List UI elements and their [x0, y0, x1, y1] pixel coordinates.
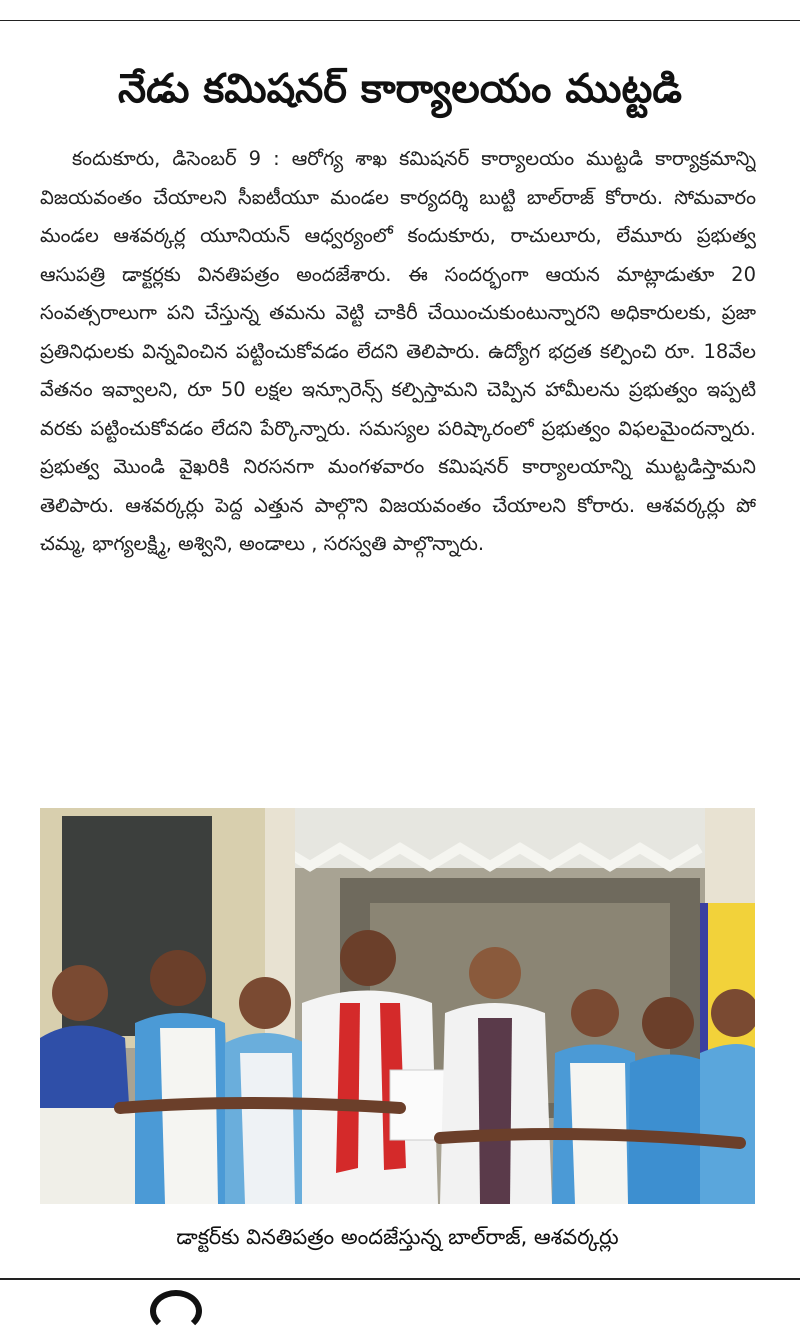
- photo-caption: డాక్టర్‌కు వినతిపత్రం అందజేస్తున్న బాల్‌రాజ్, ఆశవర్కర్లు: [176, 1225, 619, 1249]
- article-paragraph: కందుకూరు, డిసెంబర్ 9 : ఆరోగ్య శాఖ కమిషనర్ కార్యాలయం ముట్టడి కార్యాక్రమాన్ని విజయవంతం చేయాలని సీఐటీయూ మండల కార్యదర్శి బుట్టి బాల్‌రాజ్ కోరారు. సోమవారం మండల ఆశవర్కర్ల యూనియన్ ఆధ్వర్యంలో కందుకూరు, రాచులూరు, లేమూరు ప్రభుత్వ ఆసుపత్రి డాక్టర్లకు వినతిపత్రం అందజేశారు. ఈ సందర్భంగా ఆయన మాట్లాడుతూ 20 సంవత్సరాలుగా పని చేస్తున్న తమను వెట్టి చాకిరీ చేయించుకుంటున్నారని అధికారులకు, ప్రజా ప్రతినిధులకు విన్నవించిన పట్టించుకోవడం లేదని తెలిపారు. ఉద్యోగ భద్రత కల్పించి రూ. 18వేల వేతనం ఇవ్వాలని, రూ 50 లక్షల ఇన్సూరెన్స్ కల్పిస్తామని చెప్పిన హామీలను ప్రభుత్వం ఇప్పటి వరకు పట్టించుకోవడం లేదని పేర్కొన్నారు. సమస్యల పరిష్కారంలో ప్రభుత్వం విఫలమైందన్నారు. ప్రభుత్వ మొండి వైఖరికి నిరసనగా మంగళవారం కమిషనర్ కార్యాలయాన్ని ముట్టడిస్తామని తెలిపారు. ఆశవర్కర్లు పెద్ద ఎత్తున పాల్గొని విజయవంతం చేయాలని కోరారు. ఆశవర్కర్లు పో చమ్మ, భాగ్యలక్ష్మి, అశ్విని, అండాలు , సరస్వతి పాల్గొన్నారు.: [40, 147, 756, 555]
- photo-illustration: [40, 808, 755, 1204]
- article-headline: నేడు కమిషనర్ కార్యాలయం ముట్టడి: [117, 66, 683, 112]
- article-body: [40, 140, 756, 790]
- news-photo: [40, 808, 755, 1204]
- previous-article-fragment: [0, 0, 800, 21]
- next-article-fragment: [150, 1290, 202, 1332]
- bottom-divider: [0, 1278, 800, 1280]
